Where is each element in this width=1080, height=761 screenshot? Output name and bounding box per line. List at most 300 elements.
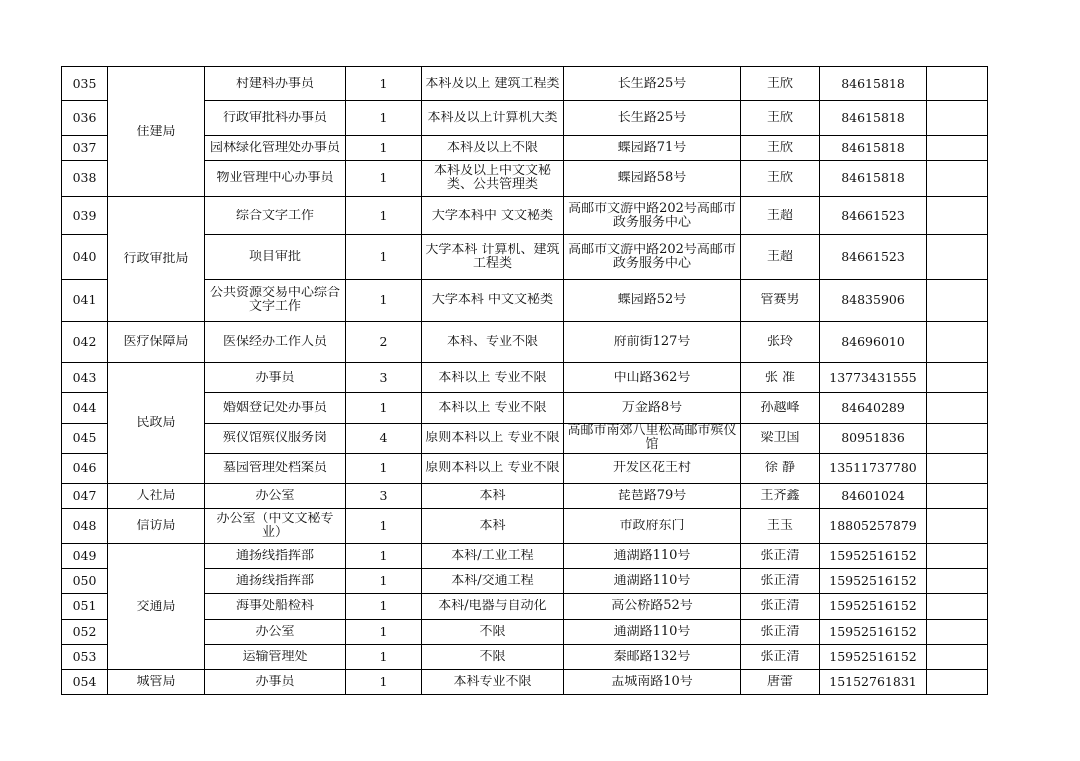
address-text: 万金路8号 [621, 400, 683, 415]
headcount-text: 1 [379, 549, 388, 564]
row-id-text: 054 [72, 675, 97, 689]
cell-department [108, 509, 205, 544]
address-text: 高邮市文游中路202号高邮市政务服务中心 [568, 242, 736, 271]
requirement-text: 本科/工业工程 [451, 549, 534, 564]
row-id-text: 053 [72, 649, 97, 664]
table-row [62, 197, 988, 235]
row-id-text: 044 [72, 400, 97, 415]
cell-contact-person [741, 322, 820, 363]
position-text: 婚姻登记处办事员 [222, 400, 327, 415]
phone-text: 15952516152 [829, 599, 917, 614]
cell-phone [820, 670, 927, 695]
position-text: 园林绿化管理处办事员 [209, 140, 340, 155]
cell-headcount [346, 453, 422, 483]
headcount-text: 1 [379, 208, 388, 223]
cell-row-id [62, 423, 108, 453]
address-text: 通湖路110号 [613, 624, 691, 639]
position-text: 办事员 [255, 675, 295, 689]
cell-position [205, 594, 346, 619]
cell-requirement [422, 569, 564, 594]
cell-remark [927, 453, 988, 483]
headcount-text: 1 [379, 649, 388, 664]
address-text: 长生路25号 [617, 110, 687, 125]
row-id-text: 035 [72, 76, 97, 91]
job-table [61, 66, 988, 695]
cell-phone [820, 235, 927, 279]
table-row [62, 363, 988, 393]
cell-address [564, 363, 741, 393]
cell-remark [927, 509, 988, 544]
requirement-text: 本科 [479, 489, 506, 503]
table-row [62, 484, 988, 509]
cell-address [564, 67, 741, 101]
cell-row-id [62, 160, 108, 196]
contact-person-text: 梁卫国 [760, 431, 800, 446]
address-text: 盂城南路10号 [611, 675, 693, 689]
row-id-text: 049 [72, 549, 97, 564]
cell-row-id [62, 509, 108, 544]
cell-row-id [62, 197, 108, 235]
cell-phone [820, 594, 927, 619]
cell-contact-person [741, 101, 820, 135]
cell-contact-person [741, 644, 820, 669]
cell-headcount [346, 670, 422, 695]
cell-phone [820, 393, 927, 423]
cell-department [108, 363, 205, 484]
cell-remark [927, 322, 988, 363]
cell-phone [820, 197, 927, 235]
cell-row-id [62, 101, 108, 135]
address-text: 通湖路110号 [613, 549, 691, 564]
contact-person-text: 王欣 [766, 76, 793, 91]
row-id-text: 036 [72, 110, 97, 125]
requirement-text: 本科 [479, 519, 506, 533]
requirement-text: 本科/交通工程 [451, 574, 534, 589]
cell-phone [820, 619, 927, 644]
headcount-text: 1 [379, 574, 388, 589]
cell-phone [820, 509, 927, 544]
cell-requirement [422, 670, 564, 695]
contact-person-text: 王超 [766, 208, 793, 223]
position-text: 物业管理中心办事员 [216, 171, 334, 186]
row-id-text: 042 [72, 335, 97, 349]
cell-headcount [346, 279, 422, 321]
requirement-text: 本科、专业不限 [446, 335, 538, 349]
phone-text: 13511737780 [829, 461, 917, 476]
cell-requirement [422, 594, 564, 619]
cell-position [205, 453, 346, 483]
cell-contact-person [741, 393, 820, 423]
cell-headcount [346, 544, 422, 569]
cell-contact-person [741, 569, 820, 594]
phone-text: 13773431555 [829, 370, 917, 385]
cell-address [564, 644, 741, 669]
cell-remark [927, 670, 988, 695]
cell-remark [927, 484, 988, 509]
headcount-text: 3 [379, 370, 388, 385]
cell-contact-person [741, 279, 820, 321]
headcount-text: 4 [379, 431, 388, 446]
cell-row-id [62, 484, 108, 509]
cell-contact-person [741, 423, 820, 453]
cell-requirement [422, 619, 564, 644]
cell-position [205, 644, 346, 669]
cell-requirement [422, 484, 564, 509]
position-text: 办公室 [255, 489, 295, 503]
address-text: 市政府东门 [619, 519, 685, 533]
cell-department [108, 67, 205, 197]
cell-position [205, 670, 346, 695]
cell-remark [927, 160, 988, 196]
contact-person-text: 张正清 [760, 599, 800, 614]
cell-requirement [422, 644, 564, 669]
phone-text: 84615818 [841, 76, 905, 91]
cell-headcount [346, 197, 422, 235]
phone-text: 84835906 [841, 293, 905, 308]
headcount-text: 1 [379, 76, 388, 91]
department-text: 人社局 [136, 489, 176, 503]
contact-person-text: 唐蕾 [766, 675, 793, 689]
position-text: 殡仪馆殡仪服务岗 [222, 431, 327, 446]
row-id-text: 037 [72, 140, 97, 155]
phone-text: 84615818 [841, 140, 905, 155]
cell-row-id [62, 393, 108, 423]
address-text: 开发区花王村 [612, 461, 691, 476]
cell-contact-person [741, 363, 820, 393]
position-text: 医保经办工作人员 [222, 335, 327, 349]
cell-address [564, 160, 741, 196]
cell-contact-person [741, 160, 820, 196]
department-text: 医疗保障局 [123, 335, 189, 349]
table-row [62, 67, 988, 101]
cell-department [108, 544, 205, 670]
cell-contact-person [741, 197, 820, 235]
position-text: 办公室（中文文秘专业） [216, 512, 334, 540]
cell-requirement [422, 67, 564, 101]
cell-remark [927, 363, 988, 393]
cell-phone [820, 322, 927, 363]
cell-remark [927, 197, 988, 235]
cell-requirement [422, 135, 564, 160]
cell-row-id [62, 644, 108, 669]
cell-requirement [422, 197, 564, 235]
cell-contact-person [741, 453, 820, 483]
cell-contact-person [741, 67, 820, 101]
row-id-text: 039 [72, 208, 97, 223]
position-text: 墓园管理处档案员 [222, 461, 327, 476]
phone-text: 84661523 [841, 208, 905, 223]
cell-row-id [62, 544, 108, 569]
cell-remark [927, 569, 988, 594]
cell-headcount [346, 235, 422, 279]
contact-person-text: 王欣 [766, 110, 793, 125]
contact-person-text: 张玲 [766, 335, 793, 349]
contact-person-text: 王欣 [766, 140, 793, 155]
cell-remark [927, 135, 988, 160]
contact-person-text: 王玉 [766, 519, 793, 533]
phone-text: 84640289 [841, 400, 905, 415]
cell-requirement [422, 544, 564, 569]
cell-row-id [62, 569, 108, 594]
cell-remark [927, 644, 988, 669]
cell-phone [820, 484, 927, 509]
cell-position [205, 619, 346, 644]
cell-address [564, 423, 741, 453]
address-text: 蝶园路52号 [617, 293, 687, 308]
position-text: 海事处船检科 [235, 599, 314, 614]
requirement-text: 本科及以上计算机大类 [427, 110, 558, 125]
requirement-text: 不限 [479, 624, 506, 639]
cell-remark [927, 393, 988, 423]
requirement-text: 本科以上 专业不限 [438, 370, 547, 385]
cell-phone [820, 67, 927, 101]
row-id-text: 038 [72, 171, 97, 186]
headcount-text: 1 [379, 624, 388, 639]
cell-row-id [62, 453, 108, 483]
contact-person-text: 王欣 [766, 171, 793, 186]
cell-headcount [346, 594, 422, 619]
cell-remark [927, 544, 988, 569]
phone-text: 15952516152 [829, 624, 917, 639]
cell-phone [820, 101, 927, 135]
requirement-text: 本科专业不限 [453, 675, 532, 689]
cell-row-id [62, 135, 108, 160]
cell-headcount [346, 101, 422, 135]
cell-headcount [346, 509, 422, 544]
requirement-text: 原则本科以上 专业不限 [425, 431, 560, 446]
requirement-text: 本科以上 专业不限 [438, 400, 547, 415]
contact-person-text: 张正清 [760, 649, 800, 664]
cell-department [108, 322, 205, 363]
cell-row-id [62, 322, 108, 363]
phone-text: 84601024 [841, 489, 905, 503]
department-text: 交通局 [136, 599, 176, 614]
cell-phone [820, 453, 927, 483]
cell-headcount [346, 135, 422, 160]
headcount-text: 2 [379, 335, 388, 349]
headcount-text: 1 [379, 171, 388, 186]
cell-contact-person [741, 670, 820, 695]
cell-remark [927, 594, 988, 619]
row-id-text: 047 [72, 489, 97, 503]
row-id-text: 046 [72, 461, 97, 476]
cell-requirement [422, 509, 564, 544]
cell-address [564, 594, 741, 619]
table-row [62, 322, 988, 363]
phone-text: 15152761831 [829, 675, 917, 689]
cell-address [564, 569, 741, 594]
requirement-text: 大学本科中 文文秘类 [431, 208, 554, 223]
cell-phone [820, 363, 927, 393]
row-id-text: 048 [72, 519, 97, 533]
cell-contact-person [741, 509, 820, 544]
requirement-text: 本科及以上中文文秘类、公共管理类 [433, 164, 551, 193]
cell-requirement [422, 160, 564, 196]
cell-contact-person [741, 619, 820, 644]
position-text: 办公室 [255, 624, 295, 639]
cell-position [205, 363, 346, 393]
cell-row-id [62, 67, 108, 101]
cell-requirement [422, 393, 564, 423]
cell-phone [820, 279, 927, 321]
phone-text: 84696010 [841, 335, 905, 349]
phone-text: 80951836 [841, 431, 905, 446]
cell-position [205, 569, 346, 594]
cell-department [108, 197, 205, 322]
department-text: 信访局 [136, 519, 176, 533]
address-text: 高邮市南郊八里松高邮市殡仪馆 [567, 424, 737, 453]
cell-position [205, 279, 346, 321]
phone-text: 84615818 [841, 171, 905, 186]
cell-address [564, 135, 741, 160]
contact-person-text: 孙越峰 [760, 400, 800, 415]
contact-person-text: 张正清 [760, 574, 800, 589]
cell-position [205, 484, 346, 509]
position-text: 行政审批科办事员 [222, 110, 327, 125]
cell-position [205, 197, 346, 235]
phone-text: 84661523 [841, 249, 905, 264]
department-text: 民政局 [136, 416, 176, 430]
cell-position [205, 101, 346, 135]
table-row [62, 670, 988, 695]
row-id-text: 045 [72, 431, 97, 446]
department-text: 行政审批局 [123, 252, 189, 266]
address-text: 秦邮路132号 [613, 649, 691, 664]
cell-department [108, 670, 205, 695]
address-text: 通湖路110号 [613, 574, 691, 589]
cell-phone [820, 160, 927, 196]
cell-remark [927, 619, 988, 644]
cell-position [205, 509, 346, 544]
cell-position [205, 544, 346, 569]
cell-headcount [346, 67, 422, 101]
cell-headcount [346, 644, 422, 669]
table-row [62, 509, 988, 544]
cell-phone [820, 569, 927, 594]
cell-address [564, 484, 741, 509]
position-text: 项目审批 [248, 249, 301, 264]
cell-requirement [422, 279, 564, 321]
headcount-text: 1 [379, 519, 388, 533]
position-text: 办事员 [255, 370, 295, 385]
address-text: 高公桥路52号 [611, 599, 693, 614]
cell-department [108, 484, 205, 509]
cell-requirement [422, 101, 564, 135]
contact-person-text: 管赛男 [760, 293, 800, 308]
cell-headcount [346, 393, 422, 423]
contact-person-text: 张正清 [760, 549, 800, 564]
cell-contact-person [741, 235, 820, 279]
row-id-text: 041 [72, 293, 97, 308]
headcount-text: 3 [379, 489, 388, 503]
cell-phone [820, 135, 927, 160]
cell-address [564, 619, 741, 644]
cell-phone [820, 644, 927, 669]
table-row [62, 544, 988, 569]
cell-row-id [62, 619, 108, 644]
address-text: 府前街127号 [613, 335, 691, 349]
phone-text: 15952516152 [829, 549, 917, 564]
cell-address [564, 509, 741, 544]
row-id-text: 051 [72, 599, 97, 614]
cell-address [564, 197, 741, 235]
cell-address [564, 101, 741, 135]
address-text: 中山路362号 [613, 370, 691, 385]
phone-text: 84615818 [841, 110, 905, 125]
cell-address [564, 670, 741, 695]
cell-address [564, 544, 741, 569]
phone-text: 18805257879 [829, 519, 917, 533]
cell-headcount [346, 619, 422, 644]
cell-requirement [422, 423, 564, 453]
phone-text: 15952516152 [829, 574, 917, 589]
requirement-text: 不限 [479, 649, 506, 664]
cell-contact-person [741, 135, 820, 160]
headcount-text: 1 [379, 461, 388, 476]
headcount-text: 1 [379, 675, 388, 689]
cell-requirement [422, 453, 564, 483]
cell-headcount [346, 322, 422, 363]
headcount-text: 1 [379, 293, 388, 308]
cell-address [564, 393, 741, 423]
address-text: 琵琶路79号 [617, 489, 687, 503]
contact-person-text: 张 准 [764, 370, 796, 385]
cell-address [564, 453, 741, 483]
cell-contact-person [741, 544, 820, 569]
headcount-text: 1 [379, 599, 388, 614]
cell-position [205, 423, 346, 453]
cell-requirement [422, 322, 564, 363]
cell-remark [927, 423, 988, 453]
phone-text: 15952516152 [829, 649, 917, 664]
position-text: 运输管理处 [242, 649, 308, 664]
cell-headcount [346, 423, 422, 453]
position-text: 公共资源交易中心综合文字工作 [209, 286, 340, 315]
cell-phone [820, 423, 927, 453]
cell-address [564, 235, 741, 279]
cell-position [205, 160, 346, 196]
requirement-text: 本科及以上不限 [446, 140, 538, 155]
cell-headcount [346, 484, 422, 509]
contact-person-text: 徐 静 [764, 461, 796, 476]
address-text: 长生路25号 [617, 76, 687, 91]
row-id-text: 050 [72, 574, 97, 589]
row-id-text: 043 [72, 370, 97, 385]
cell-remark [927, 279, 988, 321]
position-text: 村建科办事员 [235, 76, 314, 91]
row-id-text: 040 [72, 249, 97, 264]
requirement-text: 本科/电器与自动化 [438, 599, 547, 614]
cell-row-id [62, 670, 108, 695]
cell-position [205, 235, 346, 279]
contact-person-text: 张正清 [760, 624, 800, 639]
cell-remark [927, 67, 988, 101]
requirement-text: 原则本科以上 专业不限 [425, 461, 560, 476]
cell-position [205, 393, 346, 423]
cell-contact-person [741, 484, 820, 509]
cell-phone [820, 544, 927, 569]
position-text: 通扬线指挥部 [235, 549, 314, 564]
address-text: 蝶园路58号 [617, 171, 687, 186]
department-text: 城管局 [136, 675, 176, 689]
headcount-text: 1 [379, 249, 388, 264]
address-text: 蝶园路71号 [617, 140, 687, 155]
cell-row-id [62, 363, 108, 393]
cell-address [564, 279, 741, 321]
position-text: 综合文字工作 [235, 208, 314, 223]
requirement-text: 大学本科 中文文秘类 [431, 293, 554, 308]
position-text: 通扬线指挥部 [235, 574, 314, 589]
